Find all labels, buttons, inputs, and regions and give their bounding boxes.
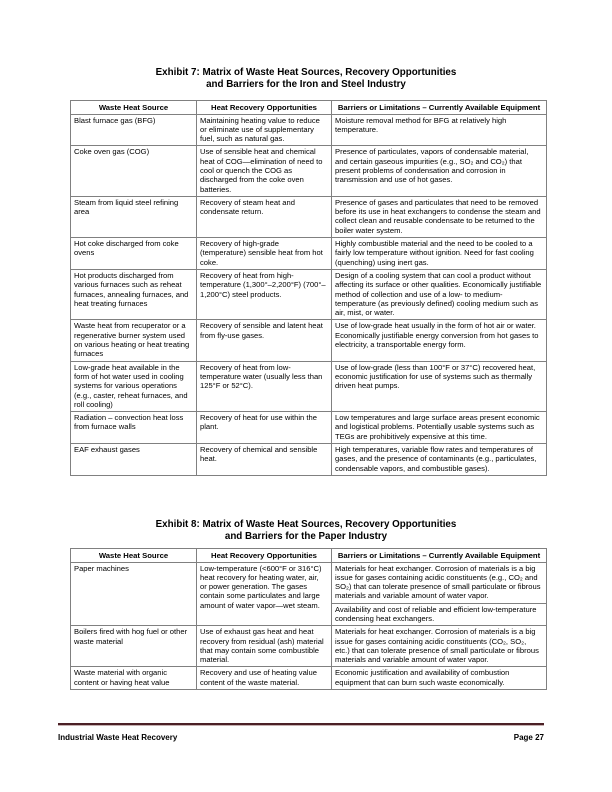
footer-divider [58, 723, 544, 726]
source-cell: Radiation – convection heat loss from furnace walls [71, 412, 197, 444]
source-cell: EAF exhaust gases [71, 444, 197, 476]
column-header-waste-heat-source: Waste Heat Source [71, 101, 197, 115]
source-cell: Coke oven gas (COG) [71, 146, 197, 196]
recovery-cell: Recovery of steam heat and condensate return. [197, 196, 332, 237]
barriers-cell: Highly combustible material and the need to be cooled to a fairly low temperature without ignition. Need for fast cooling (quenching) using inert gas. [332, 238, 547, 270]
table-row [71, 626, 547, 667]
table-header-row [71, 549, 547, 563]
table-row [71, 444, 547, 476]
barriers-cell: Presence of particulates, vapors of condensable material, and certain gaseous impurities (e.g., SO₂ and CO₂) that present problems of condensation and corrosion in transmission and use of hot gases. [332, 146, 547, 196]
table-row [71, 238, 547, 270]
barriers-cell: Moisture removal method for BFG at relatively high temperature. [332, 114, 547, 146]
barriers-cell: High temperatures, variable flow rates and temperatures of gases, and the presence of contaminants (e.g., particulates, condensable vapors, and combustible gases). [332, 444, 547, 476]
recovery-cell: Recovery of heat from high-temperature (1,300°–2,200°F) (700°–1,200°C) steel products. [197, 269, 332, 319]
recovery-cell: Use of exhaust gas heat and heat recovery from residual (ash) material that may contain some combustible material. [197, 626, 332, 667]
barriers-cell-secondary: Availability and cost of reliable and efficient low-temperature condensing heat exchangers. [332, 603, 547, 626]
barriers-cell: Materials for heat exchanger. Corrosion of materials is a big issue for gases containing acidic constituents (e.g., CO₂ and SO₂) that can tolerate presence of small particulate or fibrous materials and variable amount of water vapor. [332, 562, 547, 603]
barriers-cell: Use of low-grade (less than 100°F or 37°C) recovered heat, economic justification for use of systems such as thermally driven heat pumps. [332, 361, 547, 411]
exhibit7-title-line2: and Barriers for the Iron and Steel Industry [206, 79, 406, 90]
table-row [71, 114, 547, 146]
table-row [71, 269, 547, 319]
exhibit8-title-line2: and Barriers for the Paper Industry [224, 531, 388, 542]
exhibit8-title [0, 519, 612, 543]
source-cell: Hot products discharged from various furnaces such as reheat furnaces, annealing furnaces, and heat treating furnaces [71, 269, 197, 319]
source-cell: Hot coke discharged from coke ovens [71, 238, 197, 270]
barriers-cell: Economic justification and availability of combustion equipment that can burn such waste economically. [332, 667, 547, 690]
source-cell: Low-grade heat available in the form of hot water used in cooling systems for various operations (e.g., caster, reheat furnaces, and roll cooling) [71, 361, 197, 411]
barriers-cell: Materials for heat exchanger. Corrosion of materials is a big issue for gases containing acidic constituents (CO₂, SO₂, etc.) that can tolerate presence of small particulate or fibrous materials and variable amount of water vapor. [332, 626, 547, 667]
recovery-cell: Maintaining heating value to reduce or eliminate use of supplementary fuel, such as natural gas. [197, 114, 332, 146]
source-cell: Waste material with organic content or having heat value [71, 667, 197, 690]
recovery-cell: Recovery of sensible and latent heat from fly-use gases. [197, 320, 332, 361]
column-header-waste-heat-source: Waste Heat Source [71, 549, 197, 563]
source-cell: Steam from liquid steel refining area [71, 196, 197, 237]
paper-table [70, 548, 547, 690]
footer-page-number: Page 27 [513, 733, 544, 742]
recovery-cell: Recovery of high-grade (temperature) sensible heat from hot coke. [197, 238, 332, 270]
column-header-barriers: Barriers or Limitations – Currently Available Equipment [332, 101, 547, 115]
recovery-cell: Use of sensible heat and chemical heat of COG—elimination of need to cool or quench the COG as discharged from the coke oven batteries. [197, 146, 332, 196]
recovery-cell: Recovery of heat from low-temperature water (usually less than 125°F or 52°C). [197, 361, 332, 411]
barriers-cell: Presence of gases and particulates that need to be removed before its use in heat exchangers to condense the steam and collect clean and reusable condensate to be returned to the boiler water system. [332, 196, 547, 237]
table-header-row [71, 101, 547, 115]
recovery-cell: Low-temperature (<600°F or 316°C) heat recovery for heating water, air, or power generation. The gases contain some particulates and large amount of water vapor—wet steam. [197, 562, 332, 626]
exhibit7-title-line1: Exhibit 7: Matrix of Waste Heat Sources, Recovery Opportunities [155, 67, 457, 78]
table-row [71, 361, 547, 411]
source-cell: Paper machines [71, 562, 197, 626]
source-cell: Boilers fired with hog fuel or other waste material [71, 626, 197, 667]
source-cell: Blast furnace gas (BFG) [71, 114, 197, 146]
exhibit7-title [0, 67, 612, 91]
column-header-barriers: Barriers or Limitations – Currently Available Equipment [332, 549, 547, 563]
barriers-cell: Low temperatures and large surface areas present economic and logistical problems. Potentially usable systems such as TEGs are prohibitively expensive at this time. [332, 412, 547, 444]
table-row [71, 146, 547, 196]
recovery-cell: Recovery of heat for use within the plant. [197, 412, 332, 444]
column-header-heat-recovery: Heat Recovery Opportunities [197, 549, 332, 563]
barriers-cell: Use of low-grade heat usually in the form of hot air or water. Economically justifiable energy conversion from hot gases to electricity, a transportable energy form. [332, 320, 547, 361]
barriers-cell: Design of a cooling system that can cool a product without affecting its surface or other qualities. Economically justifiable method of collection and use of a low- to medium-temperature (as previously defined) cooling medium such as air, mist, or water. [332, 269, 547, 319]
recovery-cell: Recovery of chemical and sensible heat. [197, 444, 332, 476]
recovery-cell: Recovery and use of heating value content of the waste material. [197, 667, 332, 690]
exhibit8-title-line1: Exhibit 8: Matrix of Waste Heat Sources, Recovery Opportunities [155, 519, 457, 530]
table-row [71, 562, 547, 603]
table-row [71, 667, 547, 690]
iron-steel-table [70, 100, 547, 476]
table-row [71, 412, 547, 444]
source-cell: Waste heat from recuperator or a regenerative burner system used on various heating or heat treating furnaces [71, 320, 197, 361]
footer [58, 733, 544, 743]
table-row [71, 196, 547, 237]
column-header-heat-recovery: Heat Recovery Opportunities [197, 101, 332, 115]
table-row [71, 320, 547, 361]
footer-document-title: Industrial Waste Heat Recovery [58, 733, 178, 742]
